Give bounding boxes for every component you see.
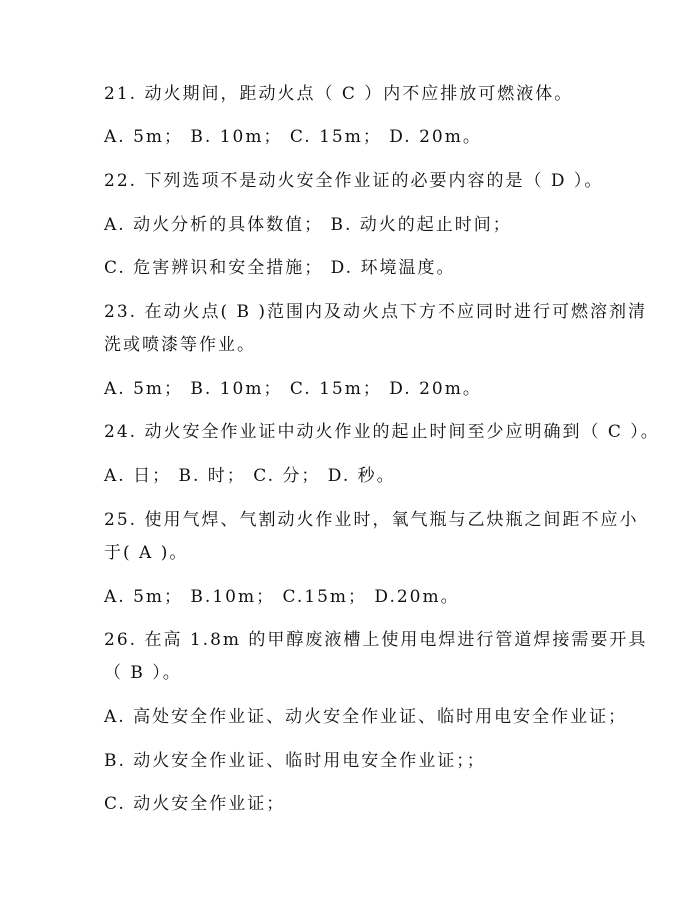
question-21-options: A. 5m； B. 10m； C. 15m； D. 20m。 [104, 127, 482, 147]
question-22-text: 22. 下列选项不是动火安全作业证的必要内容的是（ D ）。 [104, 171, 604, 191]
question-26-option-c: C. 动火安全作业证； [104, 794, 286, 814]
question-26-text-line2: （ B ）。 [104, 663, 182, 683]
question-26-text-line1: 26. 在高 1.8m 的甲醇废液槽上使用电焊进行管道焊接需要开具 [104, 630, 648, 650]
question-24-text: 24. 动火安全作业证中动火作业的起止时间至少应明确到（ C ）。 [104, 422, 660, 442]
question-26-option-b: B. 动火安全作业证、临时用电安全作业证；； [104, 751, 486, 771]
question-21-text: 21. 动火期间，距动火点（ C ）内不应排放可燃液体。 [104, 84, 574, 104]
question-23-text-line1: 23. 在动火点( B )范围内及动火点下方不应同时进行可燃溶剂清 [104, 302, 648, 322]
question-22-options-cd: C. 危害辨识和安全措施； D. 环境温度。 [104, 258, 456, 278]
question-22-options-ab: A. 动火分析的具体数值； B. 动火的起止时间； [104, 215, 512, 235]
question-23-options: A. 5m； B. 10m； C. 15m； D. 20m。 [104, 379, 482, 399]
question-25-text-line2: 于( A )。 [104, 543, 189, 563]
question-25-options: A. 5m； B.10m； C.15m； D.20m。 [104, 587, 460, 607]
question-23-text-line2: 洗或喷漆等作业。 [104, 335, 256, 355]
question-25-text-line1: 25. 使用气焊、气割动火作业时，氧气瓶与乙炔瓶之间距不应小 [104, 510, 639, 530]
question-24-options: A. 日； B. 时； C. 分； D. 秒。 [104, 466, 396, 486]
question-26-option-a: A. 高处安全作业证、动火安全作业证、临时用电安全作业证； [104, 707, 628, 727]
